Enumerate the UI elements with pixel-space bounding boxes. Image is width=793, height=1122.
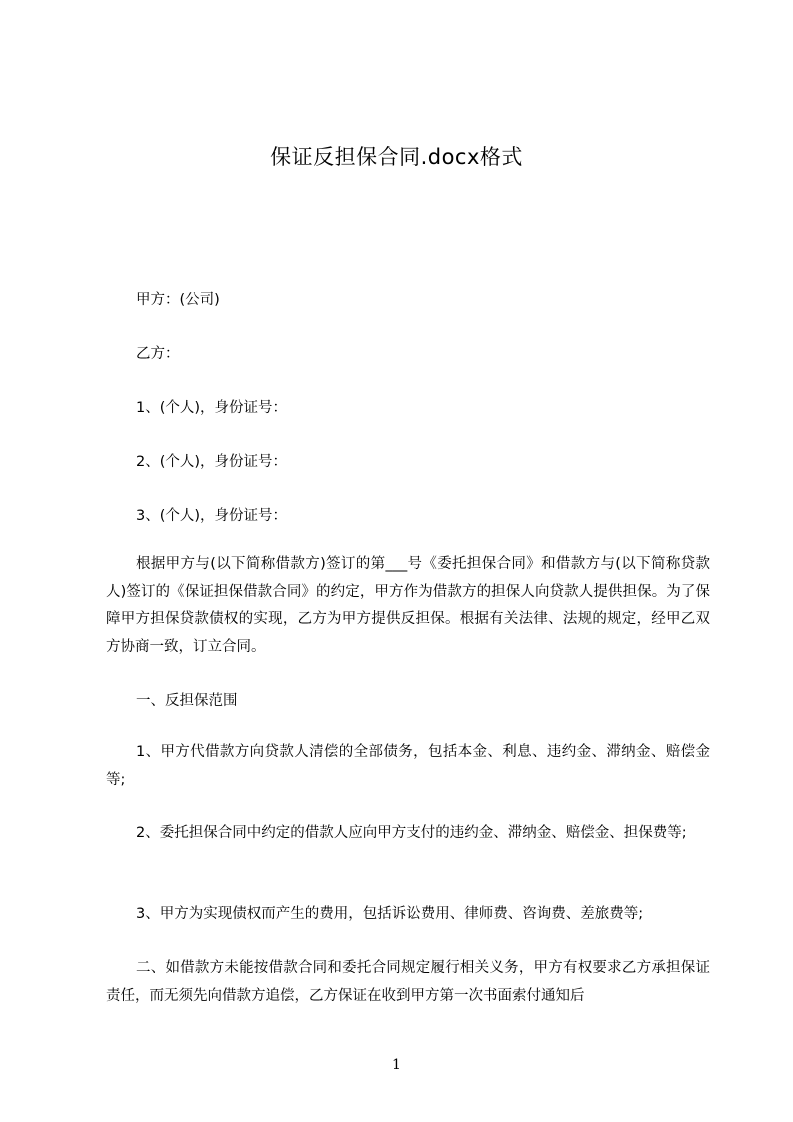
party-a-line: 甲方：(公司) [136,292,220,308]
guarantor-2-line: 2、(个人)，身份证号： [136,454,288,470]
section-1-heading: 一、反担保范围 [136,693,238,709]
preamble-paragraph: 根据甲方与(以下简称借款方)签订的第___号《委托担保合同》和借款方与(以下简称贷款人)签订的《保证担保借款合同》的约定，甲方作为借款方的担保人向贷款人提供担保。为了保障甲方担保贷款债权的实现，乙方为甲方提供反担保。根据有关法律、法规的规定，经甲乙双方协商一致，订立合同。 [106,556,710,655]
party-b-line: 乙方： [136,346,180,362]
section-1-item-1: 1、甲方代借款方向贷款人清偿的全部债务，包括本金、利息、违约金、滞纳金、赔偿金等; [106,744,710,788]
section-1-item-2: 2、委托担保合同中约定的借款人应向甲方支付的违约金、滞纳金、赔偿金、担保费等; [136,825,687,841]
document-title: 保证反担保合同.docx格式 [270,145,523,169]
guarantor-3-line: 3、(个人)，身份证号： [136,508,288,524]
section-1-item-3: 3、甲方为实现债权而产生的费用，包括诉讼费用、律师费、咨询费、差旅费等; [136,906,644,922]
section-2-paragraph: 二、如借款方未能按借款合同和委托合同规定履行相关义务，甲方有权要求乙方承担保证责任，而无须先向借款方追偿，乙方保证在收到甲方第一次书面索付通知后 [106,960,710,1004]
page-number: 1 [392,1057,401,1073]
guarantor-1-line: 1、(个人)，身份证号： [136,400,288,416]
